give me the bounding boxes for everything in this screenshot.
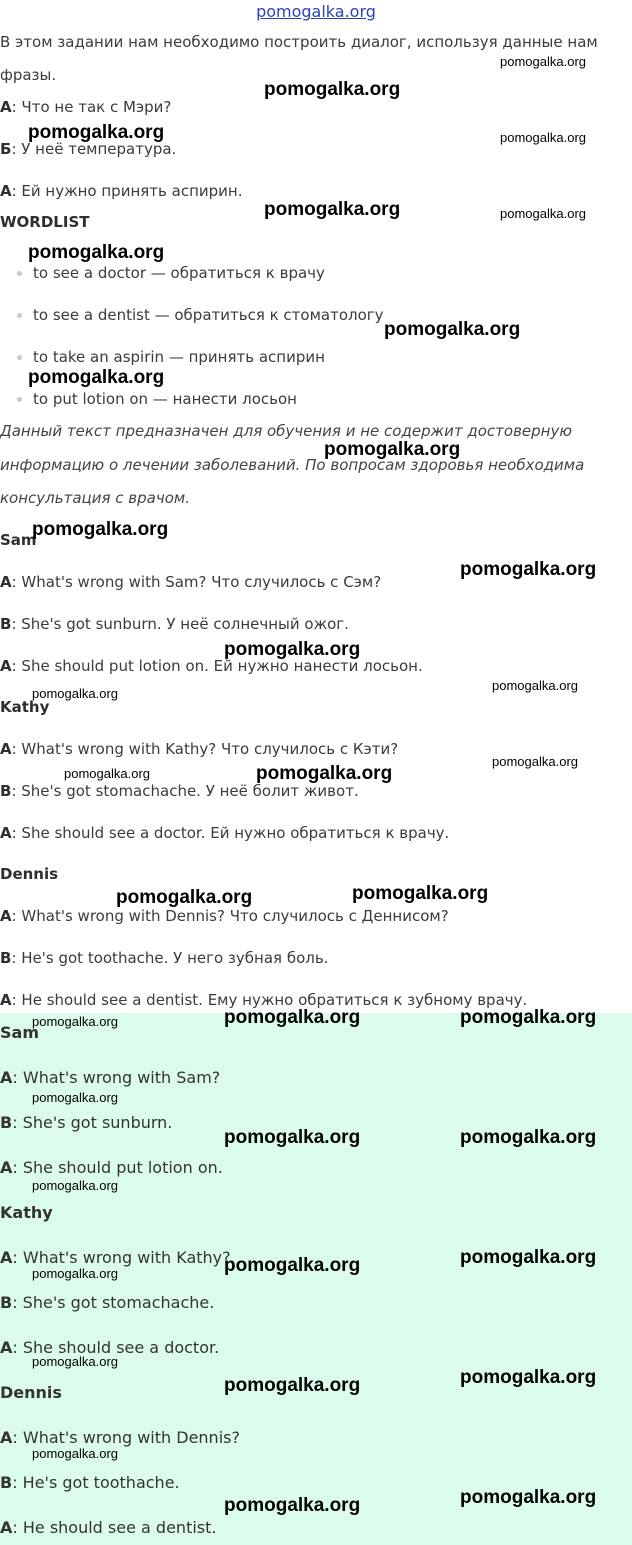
line-text: : He's got toothache. У него зубная боль. bbox=[11, 949, 329, 967]
line-text: : She should put lotion on. Ей нужно нанести лосьон. bbox=[11, 657, 423, 675]
speaker-label: B bbox=[0, 782, 12, 800]
answer-line bbox=[0, 1157, 223, 1179]
bullet-icon bbox=[17, 355, 22, 360]
line-text: : She should put lotion on. bbox=[12, 1158, 223, 1177]
watermark: pomogalka.org bbox=[460, 1487, 597, 1508]
speaker-label: A bbox=[0, 740, 12, 758]
watermark: pomogalka.org bbox=[384, 319, 521, 340]
line-text: : What's wrong with Sam? bbox=[12, 1068, 221, 1087]
speaker-label: A bbox=[0, 824, 12, 842]
dialog-heading-sam: Sam bbox=[0, 531, 37, 549]
answer-heading-dennis: Dennis bbox=[0, 1383, 62, 1402]
watermark: pomogalka.org bbox=[492, 678, 578, 693]
watermark: pomogalka.org bbox=[32, 519, 169, 540]
speaker-label: A bbox=[0, 1068, 13, 1087]
answer-line bbox=[0, 1067, 220, 1089]
answer-line bbox=[0, 1112, 172, 1134]
bullet-icon bbox=[17, 313, 22, 318]
watermark: pomogalka.org bbox=[28, 122, 165, 143]
dialog-line bbox=[0, 739, 398, 759]
watermark: pomogalka.org bbox=[224, 1127, 361, 1148]
watermark: pomogalka.org bbox=[460, 559, 597, 580]
wordlist-item: to see a doctor — обратиться к врачу bbox=[33, 264, 325, 282]
line-text: : Ей нужно принять аспирин. bbox=[11, 182, 243, 200]
watermark: pomogalka.org bbox=[224, 1495, 361, 1516]
speaker-label: A bbox=[0, 573, 12, 591]
line-text: : She should see a doctor. bbox=[12, 1338, 220, 1357]
watermark: pomogalka.org bbox=[324, 439, 461, 460]
dialog-heading-kathy: Kathy bbox=[0, 698, 50, 716]
watermark: pomogalka.org bbox=[352, 883, 489, 904]
watermark: pomogalka.org bbox=[28, 242, 165, 263]
answer-heading-kathy: Kathy bbox=[0, 1203, 53, 1222]
disclaimer-line-3: консультация с врачом. bbox=[0, 489, 190, 507]
dialog-line bbox=[0, 948, 328, 968]
answer-heading-sam: Sam bbox=[0, 1023, 39, 1042]
line-text: : He's got toothache. bbox=[12, 1473, 180, 1492]
speaker-label: A bbox=[0, 1338, 13, 1357]
watermark: pomogalka.org bbox=[224, 1255, 361, 1276]
line-text: : She should see a doctor. Ей нужно обратиться к врачу. bbox=[11, 824, 450, 842]
example-line-3 bbox=[0, 181, 242, 201]
speaker-label: А bbox=[0, 182, 12, 200]
line-text: : He should see a dentist. Ему нужно обратиться к зубному врачу. bbox=[11, 991, 528, 1009]
disclaimer-line-2: информацию о лечении заболеваний. По вопросам здоровья необходима bbox=[0, 456, 585, 474]
dialog-line bbox=[0, 614, 349, 634]
intro-line-1: В этом задании нам необходимо построить диалог, используя данные нам bbox=[0, 33, 598, 51]
speaker-label: А bbox=[0, 98, 12, 116]
line-text: : She's got sunburn. bbox=[12, 1113, 173, 1132]
speaker-label: A bbox=[0, 657, 12, 675]
answer-line bbox=[0, 1472, 180, 1494]
dialog-heading-dennis: Dennis bbox=[0, 865, 59, 883]
line-text: : She's got sunburn. У неё солнечный ожог. bbox=[11, 615, 349, 633]
watermark: pomogalka.org bbox=[460, 1247, 597, 1268]
line-text: : Что не так с Мэри? bbox=[11, 98, 172, 116]
line-text: : У неё температура. bbox=[11, 140, 177, 158]
watermark: pomogalka.org bbox=[256, 763, 393, 784]
watermark: pomogalka.org bbox=[32, 686, 118, 701]
watermark: pomogalka.org bbox=[28, 367, 165, 388]
watermark: pomogalka.org bbox=[460, 1007, 597, 1028]
line-text: : What's wrong with Kathy? Что случилось с Кэти? bbox=[11, 740, 399, 758]
speaker-label: B bbox=[0, 949, 12, 967]
line-text: : What's wrong with Dennis? bbox=[12, 1428, 240, 1447]
answer-line bbox=[0, 1517, 216, 1539]
dialog-line bbox=[0, 572, 381, 592]
watermark: pomogalka.org bbox=[460, 1127, 597, 1148]
speaker-label: A bbox=[0, 1428, 13, 1447]
watermark: pomogalka.org bbox=[64, 766, 150, 781]
line-text: : What's wrong with Dennis? Что случилось с Деннисом? bbox=[11, 907, 449, 925]
watermark: pomogalka.org bbox=[32, 1266, 118, 1281]
line-text: : He should see a dentist. bbox=[12, 1518, 217, 1537]
dialog-line bbox=[0, 823, 449, 843]
speaker-label: B bbox=[0, 1293, 13, 1312]
disclaimer-line-1: Данный текст предназначен для обучения и не содержит достоверную bbox=[0, 422, 572, 440]
watermark: pomogalka.org bbox=[500, 54, 586, 69]
watermark: pomogalka.org bbox=[32, 1178, 118, 1193]
speaker-label: A bbox=[0, 1158, 13, 1177]
speaker-label: Б bbox=[0, 140, 12, 158]
watermark: pomogalka.org bbox=[32, 1354, 118, 1369]
speaker-label: A bbox=[0, 907, 12, 925]
line-text: : What's wrong with Kathy? bbox=[12, 1248, 231, 1267]
watermark: pomogalka.org bbox=[500, 130, 586, 145]
line-text: : What's wrong with Sam? Что случилось с Сэм? bbox=[11, 573, 382, 591]
wordlist-item: to see a dentist — обратиться к стоматологу bbox=[33, 306, 384, 324]
speaker-label: A bbox=[0, 1248, 13, 1267]
wordlist-item: to put lotion on — нанести лосьон bbox=[33, 390, 297, 408]
watermark: pomogalka.org bbox=[224, 1375, 361, 1396]
answer-line bbox=[0, 1292, 214, 1314]
speaker-label: A bbox=[0, 991, 12, 1009]
watermark: pomogalka.org bbox=[264, 79, 401, 100]
watermark: pomogalka.org bbox=[32, 1014, 118, 1029]
wordlist-item: to take an aspirin — принять аспирин bbox=[33, 348, 325, 366]
dialog-line bbox=[0, 906, 449, 926]
line-text: : She's got stomachache. bbox=[12, 1293, 215, 1312]
speaker-label: B bbox=[0, 1473, 13, 1492]
watermark: pomogalka.org bbox=[116, 887, 253, 908]
watermark: pomogalka.org bbox=[32, 1446, 118, 1461]
watermark: pomogalka.org bbox=[32, 1090, 118, 1105]
watermark: pomogalka.org bbox=[492, 754, 578, 769]
line-text: : She's got stomachache. У неё болит живот. bbox=[11, 782, 359, 800]
watermark: pomogalka.org bbox=[224, 1007, 361, 1028]
speaker-label: A bbox=[0, 1518, 13, 1537]
watermark: pomogalka.org bbox=[264, 199, 401, 220]
bullet-icon bbox=[17, 397, 22, 402]
site-title-link[interactable]: pomogalka.org bbox=[256, 2, 376, 21]
watermark: pomogalka.org bbox=[224, 639, 361, 660]
watermark: pomogalka.org bbox=[500, 206, 586, 221]
example-line-1 bbox=[0, 97, 171, 117]
speaker-label: B bbox=[0, 1113, 13, 1132]
speaker-label: B bbox=[0, 615, 12, 633]
wordlist-heading: WORDLIST bbox=[0, 213, 90, 231]
watermark: pomogalka.org bbox=[460, 1367, 597, 1388]
bullet-icon bbox=[17, 271, 22, 276]
intro-line-2: фразы. bbox=[0, 66, 57, 84]
